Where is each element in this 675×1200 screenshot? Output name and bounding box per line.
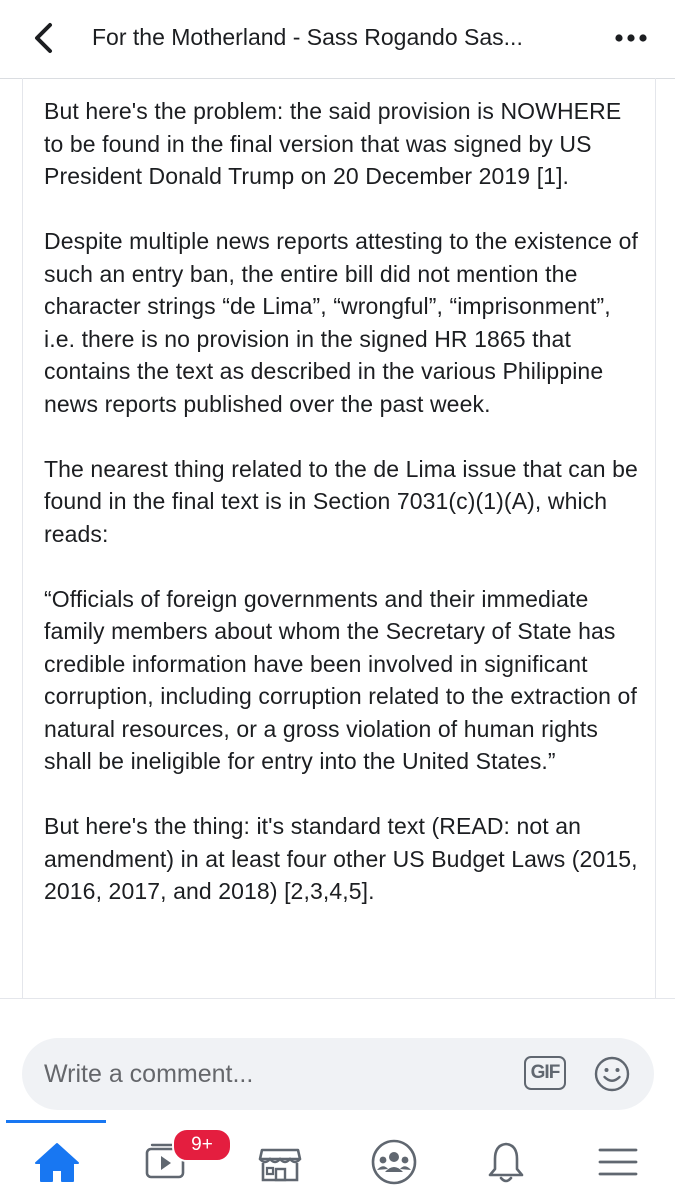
- bell-icon: [476, 1132, 536, 1192]
- top-bar: [0, 0, 675, 79]
- gif-button[interactable]: GIF: [524, 1056, 566, 1090]
- post-paragraph: “Officials of foreign governments and their immediate family members about whom the Secretary of State has credible information have been involved in significant corruption, including corruption related to the extraction of natural resources, or a gross violation of human rights shall be ineligible for entry into the United States.”: [44, 585, 637, 774]
- store-icon: [250, 1132, 310, 1192]
- post-paragraph: But here's the problem: the said provision is NOWHERE to be found in the final version that was signed by US President Donald Trump on 20 December 2019 [1].: [44, 98, 622, 189]
- post-paragraph: Despite multiple news reports attesting to the existence of such an entry ban, the entire bill did not mention the character strings “de Lima”, “wrongful”, “imprisonment”, i.e. there is no provision in the signed HR 1865 that contains the text as described in the various Philippine news reports published over the past week.: [44, 228, 638, 417]
- home-icon: [27, 1132, 87, 1192]
- more-options-button[interactable]: [612, 28, 652, 48]
- groups-icon: [364, 1132, 424, 1192]
- smiley-icon: [592, 1054, 632, 1094]
- chevron-left-icon: [28, 20, 60, 56]
- comment-input[interactable]: [22, 1038, 654, 1110]
- tab-notifications[interactable]: [476, 1132, 536, 1192]
- post-paragraph: The nearest thing related to the de Lima issue that can be found in the final text is in Section 7031(c)(1)(A), which reads:: [44, 455, 638, 547]
- post-body: [44, 95, 644, 940]
- notification-badge: 9+: [172, 1128, 232, 1162]
- tab-groups[interactable]: [364, 1132, 424, 1192]
- more-dots-icon: [612, 28, 652, 48]
- comment-placeholder: Write a comment...: [44, 1060, 254, 1088]
- post-paragraph: But here's the thing: it's standard text (READ: not an amendment) in at least four other US Budget Laws (2015, 2016, 2017, and 2018) [2,3,4,5].: [44, 813, 638, 904]
- bottom-tab-bar: [0, 1120, 675, 1200]
- page-title: For the Motherland - Sass Rogando Sas...: [92, 24, 523, 50]
- tab-menu[interactable]: [588, 1132, 648, 1192]
- active-tab-indicator: [6, 1120, 106, 1123]
- menu-icon: [588, 1132, 648, 1192]
- tab-marketplace[interactable]: [250, 1132, 310, 1192]
- tab-home[interactable]: [27, 1132, 87, 1192]
- emoji-button[interactable]: [592, 1054, 632, 1094]
- back-button[interactable]: [28, 20, 60, 56]
